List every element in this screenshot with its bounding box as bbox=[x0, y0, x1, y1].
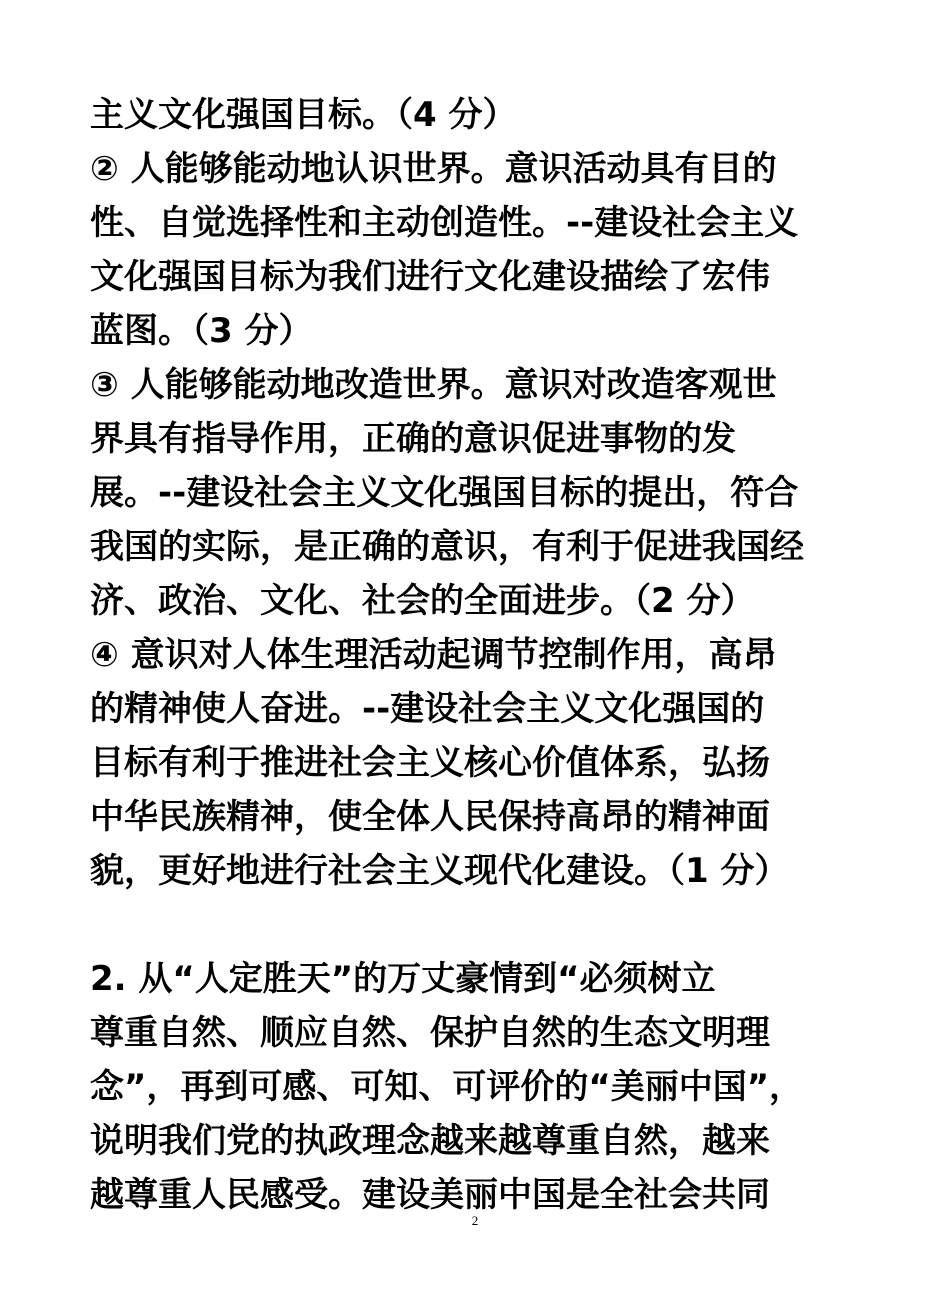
text-line: 蓝图。（3 分） bbox=[90, 311, 313, 351]
text-line: 文化强国目标为我们进行文化建设描绘了宏伟 bbox=[90, 257, 770, 297]
text-line: 济、政治、文化、社会的全面进步。（2 分） bbox=[90, 581, 755, 621]
text-line: 中华民族精神，使全体人民保持高昂的精神面 bbox=[90, 797, 770, 837]
text-line: ④ 意识对人体生理活动起调节控制作用，高昂 bbox=[90, 635, 777, 675]
text-line: 貌，更好地进行社会主义现代化建设。（1 分） bbox=[90, 851, 789, 891]
text-line: 目标有利于推进社会主义核心价值体系，弘扬 bbox=[90, 743, 770, 783]
question-line: 越尊重人民感受。建设美丽中国是全社会共同 bbox=[90, 1175, 770, 1215]
text-line: 的精神使人奋进。--建设社会主义文化强国的 bbox=[90, 689, 765, 729]
text-line: 性、自觉选择性和主动创造性。--建设社会主义 bbox=[90, 203, 799, 243]
page-number: 2 bbox=[471, 1213, 479, 1228]
text-line: ③ 人能够能动地改造世界。意识对改造客观世 bbox=[90, 365, 777, 405]
text-line: 展。--建设社会主义文化强国目标的提出，符合 bbox=[90, 473, 799, 513]
question-line: 说明我们党的执政理念越来越尊重自然，越来 bbox=[90, 1121, 770, 1161]
text-line: ② 人能够能动地认识世界。意识活动具有目的 bbox=[90, 149, 777, 189]
question-line: 念”，再到可感、可知、可评价的“美丽中国”， bbox=[90, 1067, 804, 1107]
text-line: 界具有指导作用，正确的意识促进事物的发 bbox=[90, 419, 736, 459]
text-line: 主义文化强国目标。（4 分） bbox=[90, 95, 517, 135]
question-line: 2. 从“人定胜天”的万丈豪情到“必须树立 bbox=[90, 959, 716, 999]
text-line: 我国的实际，是正确的意识，有利于促进我国经 bbox=[90, 527, 804, 567]
question-line: 尊重自然、顺应自然、保护自然的生态文明理 bbox=[90, 1013, 770, 1053]
